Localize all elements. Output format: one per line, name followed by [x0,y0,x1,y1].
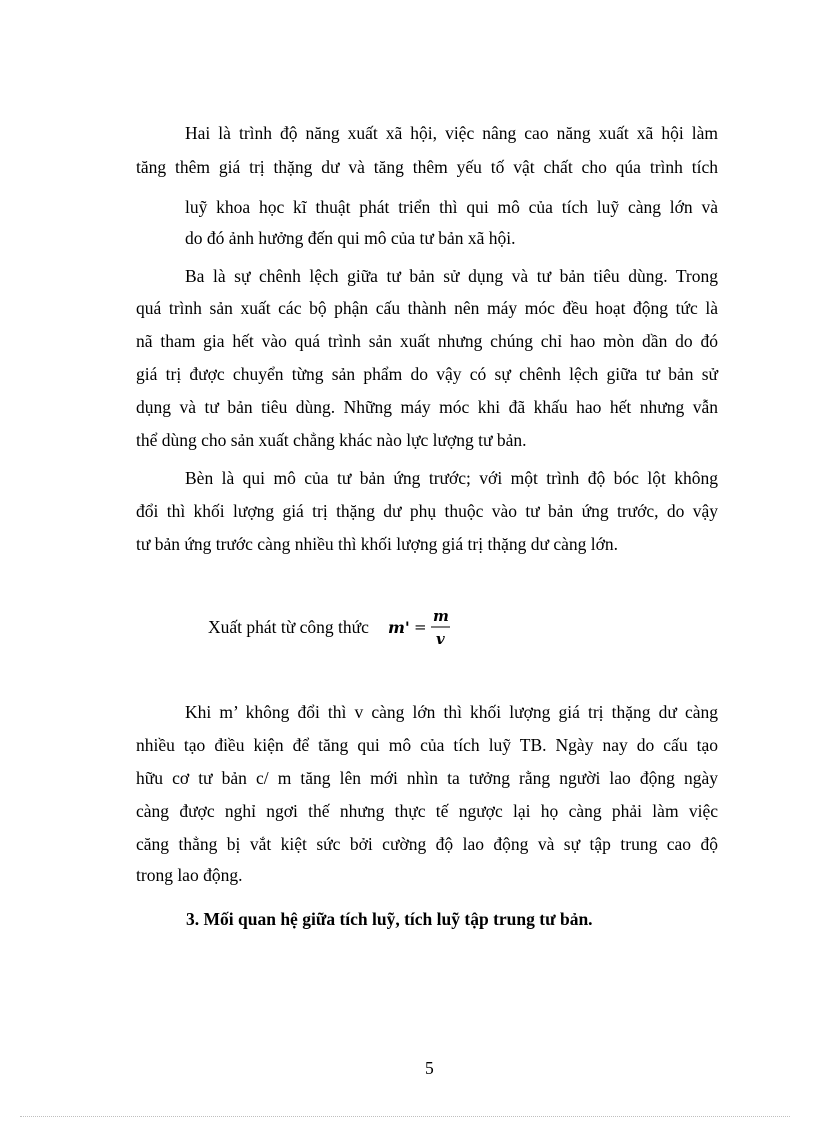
paragraph-1-line-2: tăng thêm giá trị thặng dư và tăng thêm yếu tố vật chất cho qúa trình tích [136,157,718,177]
paragraph-4-line-5: căng thẳng bị vắt kiệt sức bởi cường độ lao động và sự tập trung cao độ [136,834,718,854]
formula-lead-text: Xuất phát từ công thức [208,617,369,637]
page-number: 5 [425,1058,434,1078]
paragraph-2-line-4: giá trị được chuyển từng sản phẩm do vậy có sự chênh lệch giữa tư bản sử [136,364,718,384]
section-heading: 3. Mối quan hệ giữa tích luỹ, tích luỹ tập trung tư bản. [186,909,593,929]
paragraph-3-line-3: tư bản ứng trước càng nhiều thì khối lượng giá trị thặng dư càng lớn. [136,534,618,554]
paragraph-4-line-3: hữu cơ tư bản c/ m tăng lên mới nhìn ta tưởng rằng người lao động ngày [136,768,718,788]
formula-m-prime [386,606,456,650]
formula-equals: = [414,618,427,636]
paragraph-3-line-1: Bèn là qui mô của tư bản ứng trước; với một trình độ bóc lột không [185,468,718,488]
paragraph-2-line-3: nã tham gia hết vào quá trình sản xuất nhưng chúng chỉ hao mòn dần do đó [136,331,718,351]
paragraph-1-line-4: do đó ảnh hưởng đến qui mô của tư bản xã hội. [185,228,516,248]
paragraph-2-line-6: thể dùng cho sản xuất chẳng khác nào lực lượng tư bản. [136,430,527,450]
paragraph-2-line-2: quá trình sản xuất các bộ phận cấu thành nên máy móc đều hoạt động tức là [136,298,718,318]
paragraph-2-line-1: Ba là sự chênh lệch giữa tư bản sử dụng và tư bản tiêu dùng. Trong [185,266,718,286]
paragraph-1-line-1: Hai là trình độ năng xuất xã hội, việc nâng cao năng xuất xã hội làm [185,123,718,143]
paragraph-4-line-2: nhiều tạo điều kiện để tăng qui mô của tích luỹ TB. Ngày nay do cấu tạo [136,735,718,755]
paragraph-2-line-5: dụng và tư bản tiêu dùng. Những máy móc khi đã khấu hao hết nhưng vẫn [136,397,718,417]
formula-lhs: m' [388,618,410,637]
formula-numerator: m [433,607,449,625]
paragraph-3-line-2: đổi thì khối lượng giá trị thặng dư phụ thuộc vào tư bản ứng trước, do vậy [136,501,718,521]
paragraph-1-line-3: luỹ khoa học kĩ thuật phát triển thì qui mô của tích luỹ càng lớn và [185,197,718,217]
formula-denominator: v [436,630,445,648]
paragraph-4-line-1: Khi m’ không đổi thì v càng lớn thì khối lượng giá trị thặng dư càng [185,702,718,722]
paragraph-4-line-6: trong lao động. [136,865,243,885]
paragraph-4-line-4: càng được nghỉ ngơi thế nhưng thực tế ngược lại họ càng phải làm việc [136,801,718,821]
page-bottom-dotted-border [20,1116,790,1117]
